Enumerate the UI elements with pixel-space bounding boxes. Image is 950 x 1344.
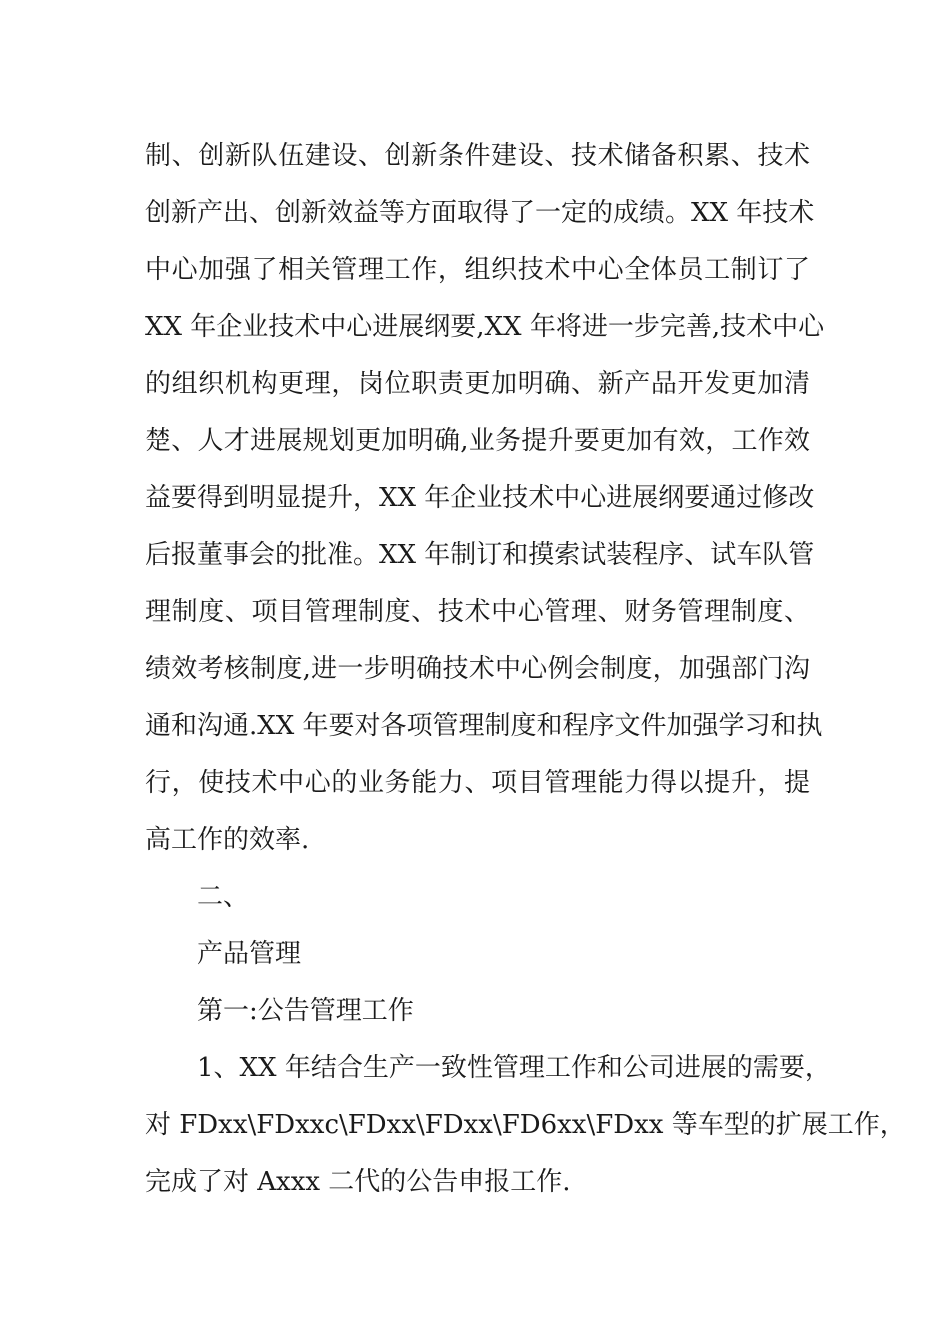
text-line: 对 FDxx\FDxxc\FDxx\FDxx\FD6xx\FDxx 等车型的扩展工作， (145, 1110, 906, 1140)
subsection-heading (145, 983, 810, 1040)
section-heading-text: 产品管理 (197, 939, 302, 969)
text-line: 后报董事会的批准。XX 年制订和摸索试装程序、试车队管 (145, 540, 815, 570)
text-line: 通和沟通.XX 年要对各项管理制度和程序文件加强学习和执 (145, 711, 823, 741)
text-line: 1、XX 年结合生产一致性管理工作和公司进展的需要， (197, 1053, 831, 1083)
text-line: 完成了对 Axxx 二代的公告申报工作. (145, 1167, 571, 1197)
paragraph-tech-center-management (145, 128, 825, 869)
text-line: 绩效考核制度,进一步明确技术中心例会制度，加强部门沟 (145, 654, 810, 684)
section-number (145, 869, 810, 926)
text-line: 楚、人才进展规划更加明确,业务提升要更加有效，工作效 (145, 426, 810, 456)
text-line: 创新产出、创新效益等方面取得了一定的成绩。XX 年技术 (145, 198, 815, 228)
document-body (145, 128, 906, 1211)
text-line: 制、创新队伍建设、创新条件建设、技术储备积累、技术 (145, 141, 810, 171)
text-line: 中心加强了相关管理工作，组织技术中心全体员工制订了 (145, 255, 810, 285)
text-line: 高工作的效率. (145, 825, 310, 855)
section-number-text: 二、 (197, 882, 250, 912)
text-line: 益要得到明显提升，XX 年企业技术中心进展纲要通过修改 (145, 483, 815, 513)
subsection-heading-text: 第一:公告管理工作 (197, 996, 414, 1026)
text-line: 理制度、项目管理制度、技术中心管理、财务管理制度、 (145, 597, 810, 627)
section-heading (145, 926, 810, 983)
text-line: 行，使技术中心的业务能力、项目管理能力得以提升，提 (145, 768, 810, 798)
text-line: XX 年企业技术中心进展纲要,XX 年将进一步完善,技术中心 (145, 312, 825, 342)
paragraph-announcement-work (145, 1040, 906, 1211)
text-line: 的组织机构更理，岗位职责更加明确、新产品开发更加清 (145, 369, 810, 399)
